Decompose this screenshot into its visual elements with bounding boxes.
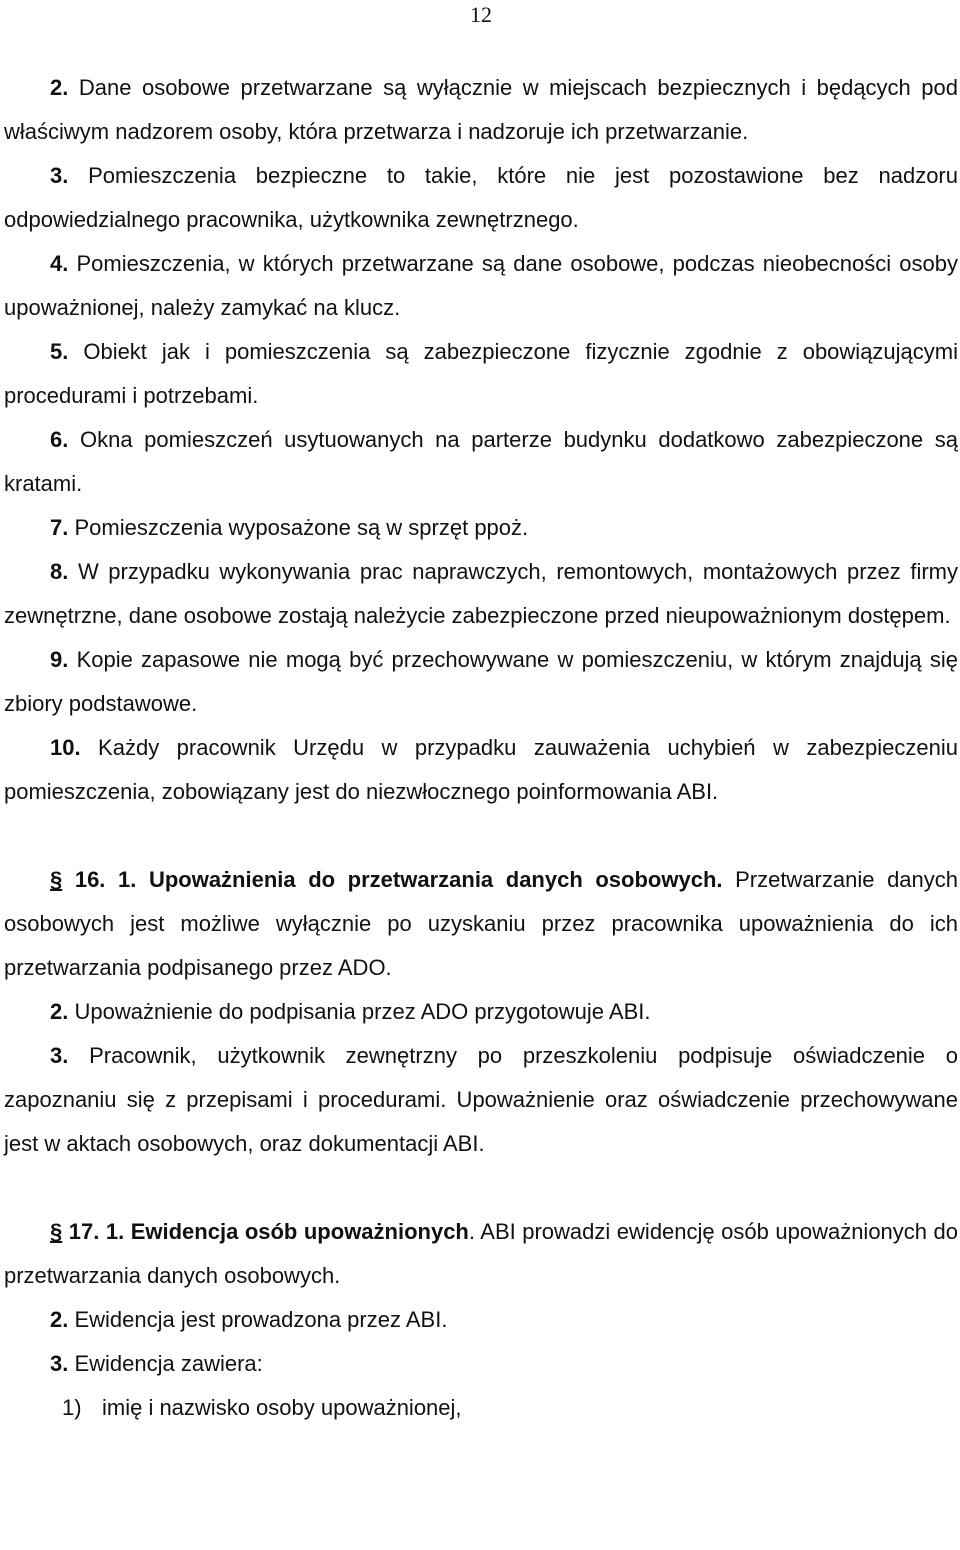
paragraph-text: Ewidencja jest prowadzona przez ABI.	[68, 1307, 448, 1332]
paragraph-number: 3.	[50, 163, 69, 188]
section-number: 16. 1.	[62, 867, 137, 892]
list-item-text: imię i nazwisko osoby upoważnionej,	[102, 1395, 462, 1420]
section-16	[4, 858, 958, 990]
paragraph-number: 5.	[50, 339, 69, 364]
section-number: 17. 1.	[62, 1219, 125, 1244]
paragraph-text: Dane osobowe przetwarzane są wyłącznie w miejscach bezpiecznych i będących pod właściwym nadzorem osoby, która przetwarza i nadzoruje ich przetwarzanie.	[4, 75, 958, 144]
spacer	[4, 1166, 958, 1210]
paragraph-number: 7.	[50, 515, 69, 540]
section-sign: §	[50, 867, 63, 892]
section-16-item-3	[4, 1034, 958, 1166]
section-17	[4, 1210, 958, 1298]
section-heading: Upoważnienia do przetwarzania danych osobowych.	[136, 867, 723, 892]
paragraph-text: Pomieszczenia wyposażone są w sprzęt ppoż.	[68, 515, 529, 540]
paragraph-3	[4, 154, 958, 242]
paragraph-number: 6.	[50, 427, 69, 452]
paragraph-number: 8.	[50, 559, 69, 584]
paragraph-text: Obiekt jak i pomieszczenia są zabezpieczone fizycznie zgodnie z obowiązującymi procedurami i potrzebami.	[4, 339, 958, 408]
section-16-item-2	[4, 990, 958, 1034]
spacer	[4, 814, 958, 858]
section-text: Przetwarzanie danych osobowych jest możliwe wyłącznie po uzyskaniu przez pracownika upoważnienia do ich przetwarzania podpisanego przez ADO.	[4, 867, 959, 980]
paragraph-text: Ewidencja zawiera:	[68, 1351, 263, 1376]
paragraph-9	[4, 638, 958, 726]
section-text: . ABI prowadzi ewidencję osób upoważnionych do przetwarzania danych osobowych.	[4, 1219, 959, 1288]
list-item	[4, 1386, 958, 1430]
paragraph-text: W przypadku wykonywania prac naprawczych, remontowych, montażowych przez firmy zewnętrzne, dane osobowe zostają należycie zabezpieczone przed nieupoważnionym dostępem.	[4, 559, 958, 628]
paragraph-text: Kopie zapasowe nie mogą być przechowywane w pomieszczeniu, w którym znajdują się zbiory podstawowe.	[4, 647, 958, 716]
paragraph-number: 10.	[50, 735, 81, 760]
list-item-number: 1)	[62, 1395, 82, 1420]
paragraph-number: 3.	[50, 1351, 69, 1376]
paragraph-text: Upoważnienie do podpisania przez ADO przygotowuje ABI.	[68, 999, 651, 1024]
paragraph-text: Każdy pracownik Urzędu w przypadku zauważenia uchybień w zabezpieczeniu pomieszczenia, zobowiązany jest do niezwłocznego poinformowania ABI.	[4, 735, 958, 804]
document-body	[4, 66, 958, 1430]
paragraph-7	[4, 506, 958, 550]
paragraph-number: 3.	[50, 1043, 69, 1068]
section-sign: §	[50, 1219, 63, 1244]
paragraph-number: 9.	[50, 647, 69, 672]
paragraph-number: 2.	[50, 999, 69, 1024]
paragraph-number: 2.	[50, 75, 69, 100]
paragraph-8	[4, 550, 958, 638]
section-heading: Ewidencja osób upoważnionych	[124, 1219, 469, 1244]
section-17-item-2	[4, 1298, 958, 1342]
paragraph-number: 4.	[50, 251, 69, 276]
paragraph-text: Pomieszczenia, w których przetwarzane są dane osobowe, podczas nieobecności osoby upoważnionej, należy zamykać na klucz.	[4, 251, 958, 320]
section-17-item-3	[4, 1342, 958, 1386]
paragraph-text: Pomieszczenia bezpieczne to takie, które nie jest pozostawione bez nadzoru odpowiedzialnego pracownika, użytkownika zewnętrznego.	[4, 163, 958, 232]
paragraph-5	[4, 330, 958, 418]
paragraph-4	[4, 242, 958, 330]
paragraph-2	[4, 66, 958, 154]
paragraph-number: 2.	[50, 1307, 69, 1332]
paragraph-10	[4, 726, 958, 814]
paragraph-text: Pracownik, użytkownik zewnętrzny po przeszkoleniu podpisuje oświadczenie o zapoznaniu się z przepisami i procedurami. Upoważnienie oraz oświadczenie przechowywane jest w aktach osobowych, oraz dokumentacji ABI.	[4, 1043, 958, 1156]
paragraph-6	[4, 418, 958, 506]
paragraph-text: Okna pomieszczeń usytuowanych na parterze budynku dodatkowo zabezpieczone są kratami.	[4, 427, 958, 496]
page-number: 12	[470, 2, 492, 27]
